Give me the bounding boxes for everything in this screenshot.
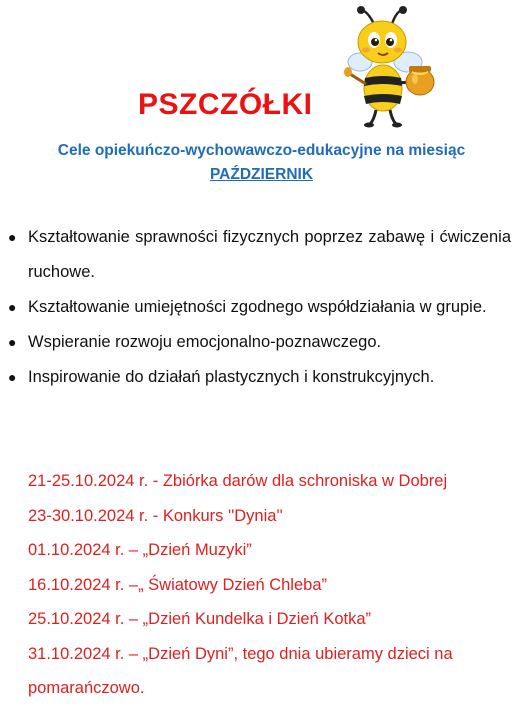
events-list (28, 464, 498, 706)
goal-text: Inspirowanie do działań plastycznych i konstrukcyjnych. (28, 368, 435, 386)
bullet-icon: ● (8, 369, 17, 385)
bullet-icon: ● (8, 334, 17, 350)
bee-mascot-icon (336, 4, 440, 128)
goal-item (8, 325, 511, 360)
month-label: PAŹDZIERNIK (209, 166, 314, 183)
bullet-icon: ● (8, 299, 17, 315)
goals-subtitle: Cele opiekuńczo-wychowawczo-edukacyjne na miesiąc (57, 142, 466, 159)
goal-text: Kształtowanie sprawności fizycznych poprzez zabawę i ćwiczenia ruchowe. (28, 228, 511, 281)
month-heading (0, 166, 523, 184)
event-item: 16.10.2024 r. –„ Światowy Dzień Chleba” (28, 575, 327, 594)
group-title: PSZCZÓŁKI (138, 88, 313, 121)
goal-item (8, 220, 511, 290)
goal-item (8, 360, 511, 395)
goals-list (8, 220, 511, 395)
event-item: 21-25.10.2024 r. - Zbiórka darów dla schroniska w Dobrej (28, 472, 448, 490)
event-item: 23-30.10.2024 r. - Konkurs ''Dynia'' (28, 506, 283, 525)
goal-text: Wspieranie rozwoju emocjonalno-poznawczego. (28, 333, 382, 351)
bullet-icon: ● (8, 229, 17, 245)
goal-text: Kształtowanie umiejętności zgodnego współdziałania w grupie. (28, 298, 487, 316)
goal-item (8, 290, 511, 325)
event-item: 01.10.2024 r. – „Dzień Muzyki” (28, 541, 252, 559)
event-item: 31.10.2024 r. – „Dzień Dyni”, tego dnia ubieramy dzieci na pomarańczowo. (28, 644, 453, 697)
event-item: 25.10.2024 r. – „Dzień Kundelka i Dzień Kotka” (28, 610, 372, 628)
